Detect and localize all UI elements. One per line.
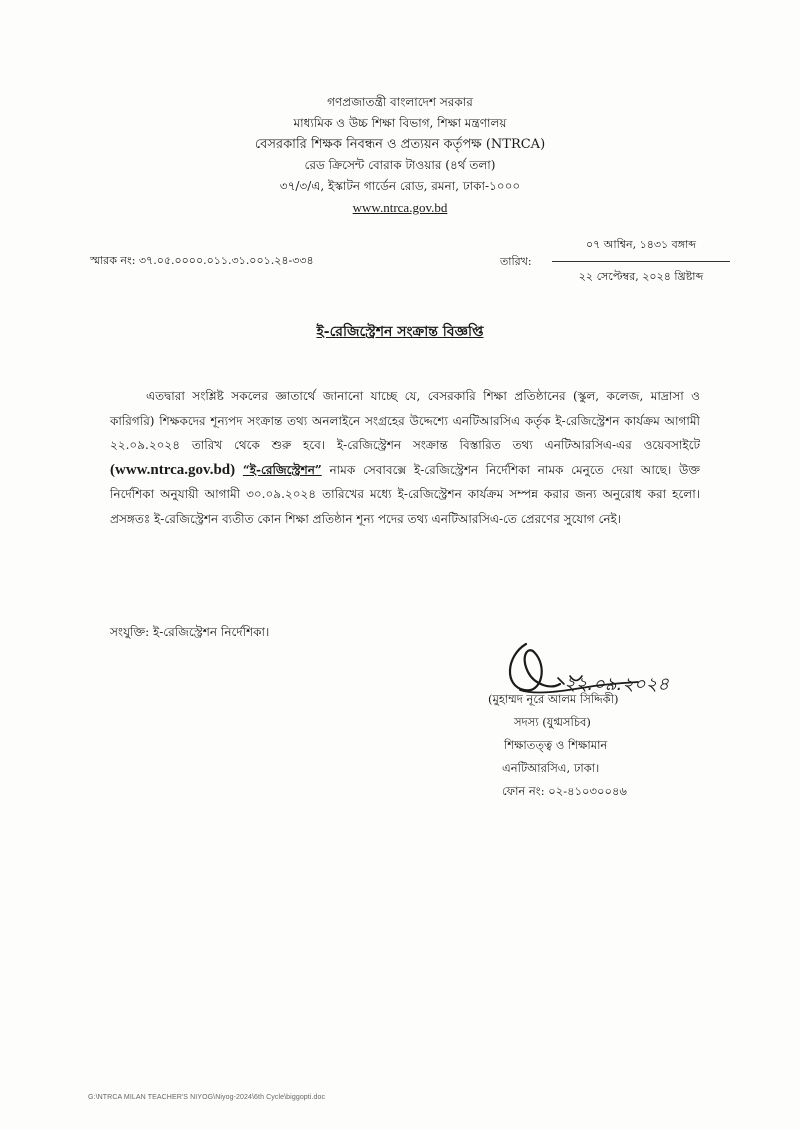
signature-date: ২২.০৯.২০২৪: [564, 674, 670, 695]
attachment-note: সংযুক্তি: ই-রেজিস্ট্রেশন নির্দেশিকা।: [110, 625, 270, 639]
file-path-footer: G:\NTRCA MILAN TEACHER'S NIYOG\Niyog-2024\6th Cycle\biggopti.doc: [88, 1094, 326, 1101]
signatory-designation: সদস্য (যুগ্মসচিব): [514, 715, 591, 729]
body-part-1: এতদ্বারা সংশ্লিষ্ট সকলের জ্ঞাতার্থে জানানো যাচ্ছে যে, বেসরকারি শিক্ষা প্রতিষ্ঠানের (স্কুল, কলেজ, মাদ্রাসা ও কারিগরি) শিক্ষকদের শূন্যপদ সংক্রান্ত তথ্য অনলাইনে সংগ্রহের উদ্দেশ্যে এনটিআরসিএ কর্তৃক ই-রেজিস্ট্রেশন কার্যক্রম আগামী ২২.০৯.২০২৪ তারিখ থেকে শুরু হবে। ই-রেজিস্ট্রেশন সংক্রান্ত বিস্তারিত তথ্য এনটিআরসিএ-এর ওয়েবসাইটে: [110, 389, 700, 452]
notice-subject: [0, 320, 800, 344]
english-date: ২২ সেপ্টেম্বর, ২০২৪ খ্রিষ্টাব্দ: [578, 270, 704, 283]
memo-number: স্মারক নং: ৩৭.০৫.০০০০.০১১.৩১.০০১.২৪-৩৩৪: [90, 254, 314, 267]
building-address: রেড ক্রিসেন্ট বোরাক টাওয়ার (৪র্থ তলা): [304, 158, 496, 172]
ministry-division: মাধ্যমিক ও উচ্চ শিক্ষা বিভাগ, শিক্ষা মন্ত্রণালয়: [293, 116, 507, 130]
signatory-phone: ফোন নং: ০২-৪১০৩০০৪৬: [502, 784, 627, 798]
signatory-name: (মুহাম্মদ নূরে আলম সিদ্দিকী): [488, 692, 619, 706]
street-address: ৩৭/৩/এ, ইস্কাটন গার্ডেন রোড, রমনা, ঢাকা-১০০০: [279, 179, 521, 193]
organization-name: বেসরকারি শিক্ষক নিবন্ধন ও প্রত্যয়ন কর্তৃপক্ষ (NTRCA): [254, 137, 546, 152]
letterhead: [0, 92, 800, 218]
date-label: তারিখ:: [500, 255, 532, 268]
website-link[interactable]: www.ntrca.gov.bd: [352, 200, 448, 215]
signatory-block: [488, 688, 627, 803]
bangla-date: ০৭ আশ্বিন, ১৪৩১ বঙ্গাব্দ: [552, 236, 730, 262]
government-name: গণপ্রজাতন্ত্রী বাংলাদেশ সরকার: [327, 95, 473, 109]
subject-text: ই-রেজিস্ট্রেশন সংক্রান্ত বিজ্ঞপ্তি: [316, 324, 484, 340]
body-quoted-service: “ই-রেজিস্ট্রেশন”: [242, 462, 322, 477]
body-website-url: (www.ntrca.gov.bd): [110, 461, 236, 478]
signatory-department: শিক্ষাতত্ত্ব ও শিক্ষামান: [504, 738, 608, 752]
date-values: [552, 236, 730, 287]
signatory-office: এনটিআরসিএ, ঢাকা।: [502, 761, 600, 775]
body-part-2: নামক সেবাবক্সে ই-রেজিস্ট্রেশন নির্দেশিকা নামক মেনুতে দেয়া আছে। উক্ত নির্দেশিকা অনুযায়ী আগামী ৩০.০৯.২০২৪ তারিখের মধ্যে ই-রেজিস্ট্রেশন কার্যক্রম সম্পন্ন করার জন্য অনুরোধ করা হলো। প্রসঙ্গতঃ ই-রেজিস্ট্রেশন ব্যতীত কোন শিক্ষা প্রতিষ্ঠান শূন্য পদের তথ্য এনটিআরসিএ-তে প্রেরণের সুযোগ নেই।: [110, 462, 700, 526]
notice-body: [110, 384, 700, 531]
